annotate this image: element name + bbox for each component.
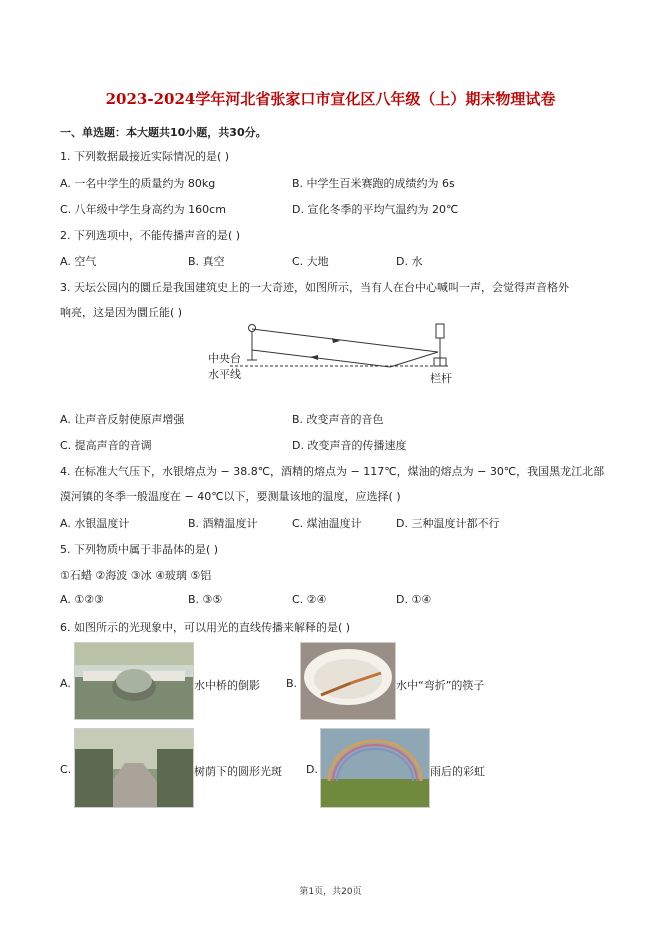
q6-option-a-text: 水中桥的倒影 xyxy=(194,679,260,692)
q5-option-a: A. ①②③ xyxy=(60,593,104,606)
figure-label-center-platform: 中央台 xyxy=(208,352,241,365)
question-4-stem-line2: 漠河镇的冬季一般温度在 − 40℃以下，要测量该地的温度，应选择( ) xyxy=(60,490,401,503)
q6-option-c-text: 树荫下的圆形光斑 xyxy=(194,765,282,778)
figure-label-horizon: 水平线 xyxy=(208,368,241,381)
question-6-stem: 6. 如图所示的光现象中，可以用光的直线传播来解释的是( ) xyxy=(60,621,351,634)
q6-option-b-text: 水中“弯折”的筷子 xyxy=(396,679,485,692)
q6-option-d-text: 雨后的彩虹 xyxy=(430,765,485,778)
q3-option-c: C. 提高声音的音调 xyxy=(60,439,152,452)
echo-diagram xyxy=(200,320,460,388)
q5-option-d: D. ①④ xyxy=(396,593,432,606)
q6-option-b-label: B. xyxy=(286,677,298,690)
q3-option-b: B. 改变声音的音色 xyxy=(292,413,384,426)
q6-option-c-label: C. xyxy=(60,763,72,776)
question-2-stem: 2. 下列选项中，不能传播声音的是( ) xyxy=(60,229,241,242)
page-title: 2023-2024学年河北省张家口市宣化区八年级（上）期末物理试卷 xyxy=(105,90,556,108)
q4-option-d: D. 三种温度计都不行 xyxy=(396,517,500,530)
q2-option-c: C. 大地 xyxy=(292,255,329,268)
q5-option-b: B. ③⑤ xyxy=(188,593,223,606)
q2-option-b: B. 真空 xyxy=(188,255,225,268)
tree-shade-photo xyxy=(74,728,194,808)
q4-option-c: C. 煤油温度计 xyxy=(292,517,362,530)
q2-option-d: D. 水 xyxy=(396,255,423,268)
section-heading: 一、单选题：本大题共10小题，共30分。 xyxy=(60,126,267,139)
q1-option-d: D. 宣化冬季的平均气温约为 20℃ xyxy=(292,203,459,216)
chopsticks-bowl-photo xyxy=(300,642,396,720)
q3-option-d: D. 改变声音的传播速度 xyxy=(292,439,407,452)
q6-option-a-label: A. xyxy=(60,677,71,690)
q2-option-a: A. 空气 xyxy=(60,255,97,268)
question-5-items: ①石蜡 ②海波 ③冰 ④玻璃 ⑤铝 xyxy=(60,569,212,582)
question-3-stem-line1: 3. 天坛公园内的圜丘是我国建筑史上的一大奇迹，如图所示，当有人在台中心喊叫一声，会觉得声音格外 xyxy=(60,281,569,294)
q4-option-a: A. 水银温度计 xyxy=(60,517,130,530)
page-footer: 第1页，共20页 xyxy=(299,887,362,897)
sound-source-icon xyxy=(249,325,256,332)
q1-option-b: B. 中学生百米赛跑的成绩约为 6s xyxy=(292,177,455,190)
q6-option-d-label: D. xyxy=(306,763,318,776)
q1-option-a: A. 一名中学生的质量约为 80kg xyxy=(60,177,216,190)
question-1-stem: 1. 下列数据最接近实际情况的是( ) xyxy=(60,150,230,163)
bridge-reflection-photo xyxy=(74,642,194,720)
figure-label-railing: 栏杆 xyxy=(430,372,452,385)
q3-option-a: A. 让声音反射使原声增强 xyxy=(60,413,185,426)
q4-option-b: B. 酒精温度计 xyxy=(188,517,258,530)
q1-option-c: C. 八年级中学生身高约为 160cm xyxy=(60,203,226,216)
q5-option-c: C. ②④ xyxy=(292,593,327,606)
question-4-stem-line1: 4. 在标准大气压下，水银熔点为 − 38.8℃，酒精的熔点为 − 117℃，煤油的熔点为 − 30℃，我国黑龙江北部 xyxy=(60,465,605,478)
question-3-stem-line2: 响亮，这是因为圜丘能( ) xyxy=(60,306,183,319)
question-5-stem: 5. 下列物质中属于非晶体的是( ) xyxy=(60,543,219,556)
rainbow-photo xyxy=(320,728,430,808)
